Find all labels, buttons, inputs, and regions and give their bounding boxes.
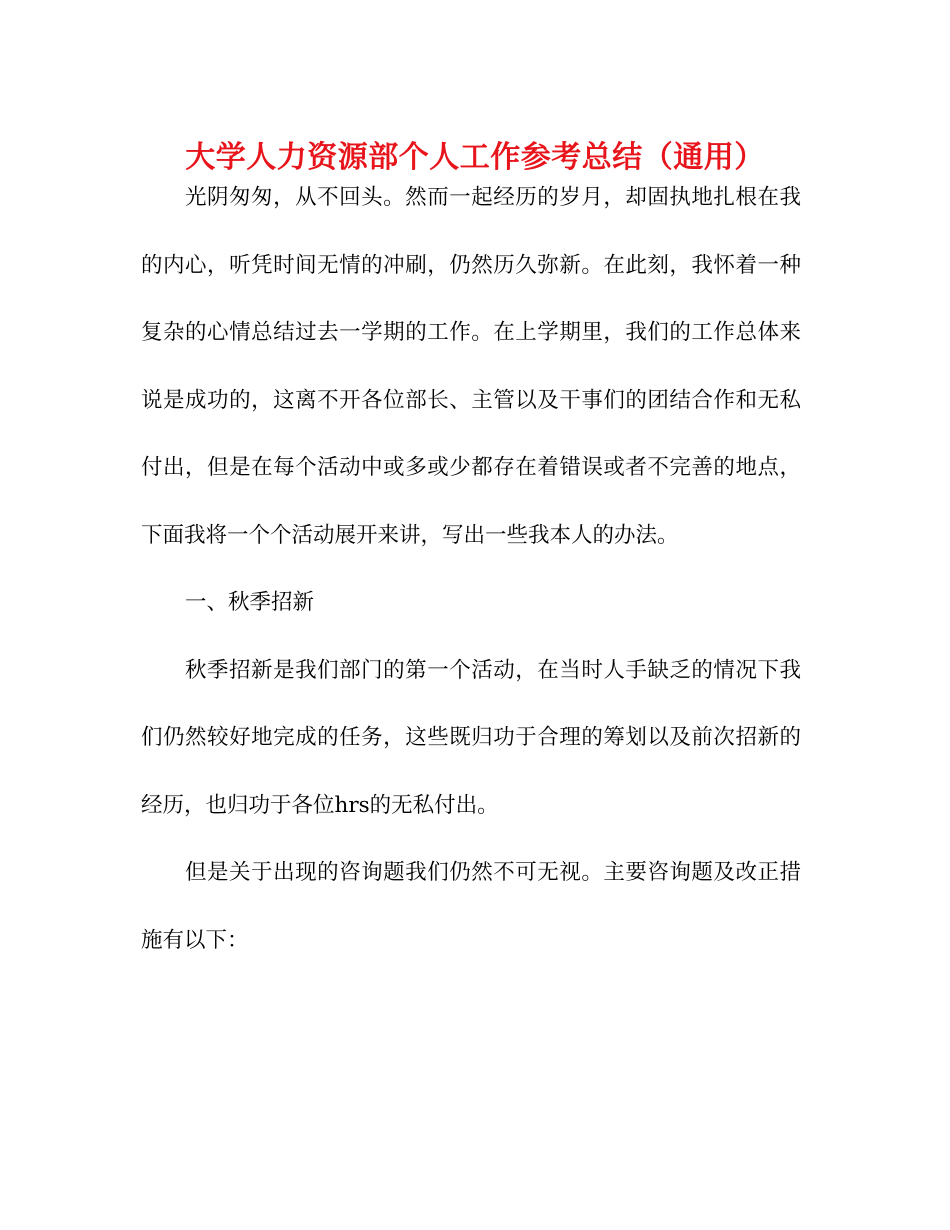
paragraph-intro: 光阴匆匆，从不回头。然而一起经历的岁月，却固执地扎根在我的内心，听凭时间无情的冲刷，仍然历久弥新。在此刻，我怀着一种复杂的心情总结过去一学期的工作。在上学期里，我们的工作总体来说是成功的，这离不开各位部长、主管以及干事们的团结合作和无私付出，但是在每个活动中或多或少都存在着错误或者不完善的地点，下面我将一个个活动展开来讲，写出一些我本人的办法。 xyxy=(141,185,801,548)
document-body xyxy=(141,164,801,974)
section-heading-autumn-recruitment: 一、秋季招新 xyxy=(185,590,315,615)
paragraph-problems: 但是关于出现的咨询题我们仍然不可无视。主要咨询题及改正措施有以下： xyxy=(141,860,801,953)
document-title: 大学人力资源部个人工作参考总结（通用） xyxy=(185,140,765,175)
paragraph-autumn-recruitment: 秋季招新是我们部门的第一个活动，在当时人手缺乏的情况下我们仍然较好地完成的任务，这些既归功于合理的筹划以及前次招新的经历，也归功于各位hrs的无私付出。 xyxy=(141,657,801,818)
